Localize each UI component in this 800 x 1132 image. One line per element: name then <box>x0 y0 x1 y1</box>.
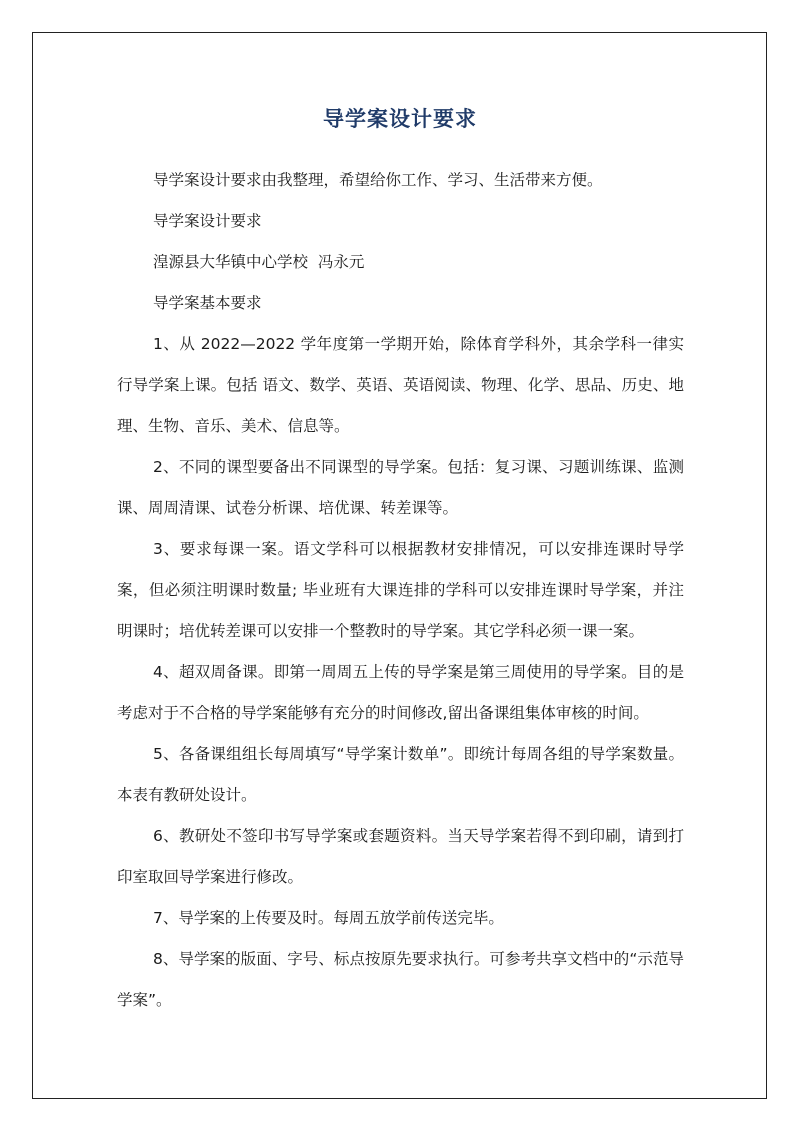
paragraph-item-1: 1、从 2022—2022 学年度第一学期开始，除体育学科外，其余学科一律实行导学案上课。包括 语文、数学、英语、英语阅读、物理、化学、思品、历史、地理、生物、音乐、美术、信息等。 <box>117 335 684 435</box>
paragraph-item-3: 3、要求每课一案。语文学科可以根据教材安排情况，可以安排连课时导学案，但必须注明课时数量; 毕业班有大课连排的学科可以安排连课时导学案，并注明课时；培优转差课可以安排一个整教时的导学案。其它学科必须一课一案。 <box>117 540 684 640</box>
document-title: 导学案设计要求 <box>323 107 477 131</box>
paragraph-section-heading: 导学案基本要求 <box>153 294 262 312</box>
paragraph-item-8: 8、导学案的版面、字号、标点按原先要求执行。可参考共享文档中的“示范导学案”。 <box>117 950 684 1009</box>
paragraph-heading: 导学案设计要求 <box>153 212 262 230</box>
paragraph-item-2: 2、不同的课型要备出不同课型的导学案。包括：复习课、习题训练课、监测课、周周清课、试卷分析课、培优课、转差课等。 <box>117 458 684 517</box>
paragraph-item-7: 7、导学案的上传要及时。每周五放学前传送完毕。 <box>153 909 504 927</box>
paragraph-item-6: 6、教研处不签印书写导学案或套题资料。当天导学案若得不到印刷，请到打印室取回导学案进行修改。 <box>117 827 684 886</box>
paragraph-item-5: 5、各备课组组长每周填写“导学案计数单”。即统计每周各组的导学案数量。本表有教研处设计。 <box>117 745 684 804</box>
paragraph-author: 湟源县大华镇中心学校 冯永元 <box>153 253 365 271</box>
paragraph-intro: 导学案设计要求由我整理，希望给你工作、学习、生活带来方便。 <box>153 171 603 189</box>
paragraph-item-4: 4、超双周备课。即第一周周五上传的导学案是第三周使用的导学案。目的是考虑对于不合格的导学案能够有充分的时间修改,留出备课组集体审核的时间。 <box>117 663 684 722</box>
document-body <box>117 160 684 1021</box>
